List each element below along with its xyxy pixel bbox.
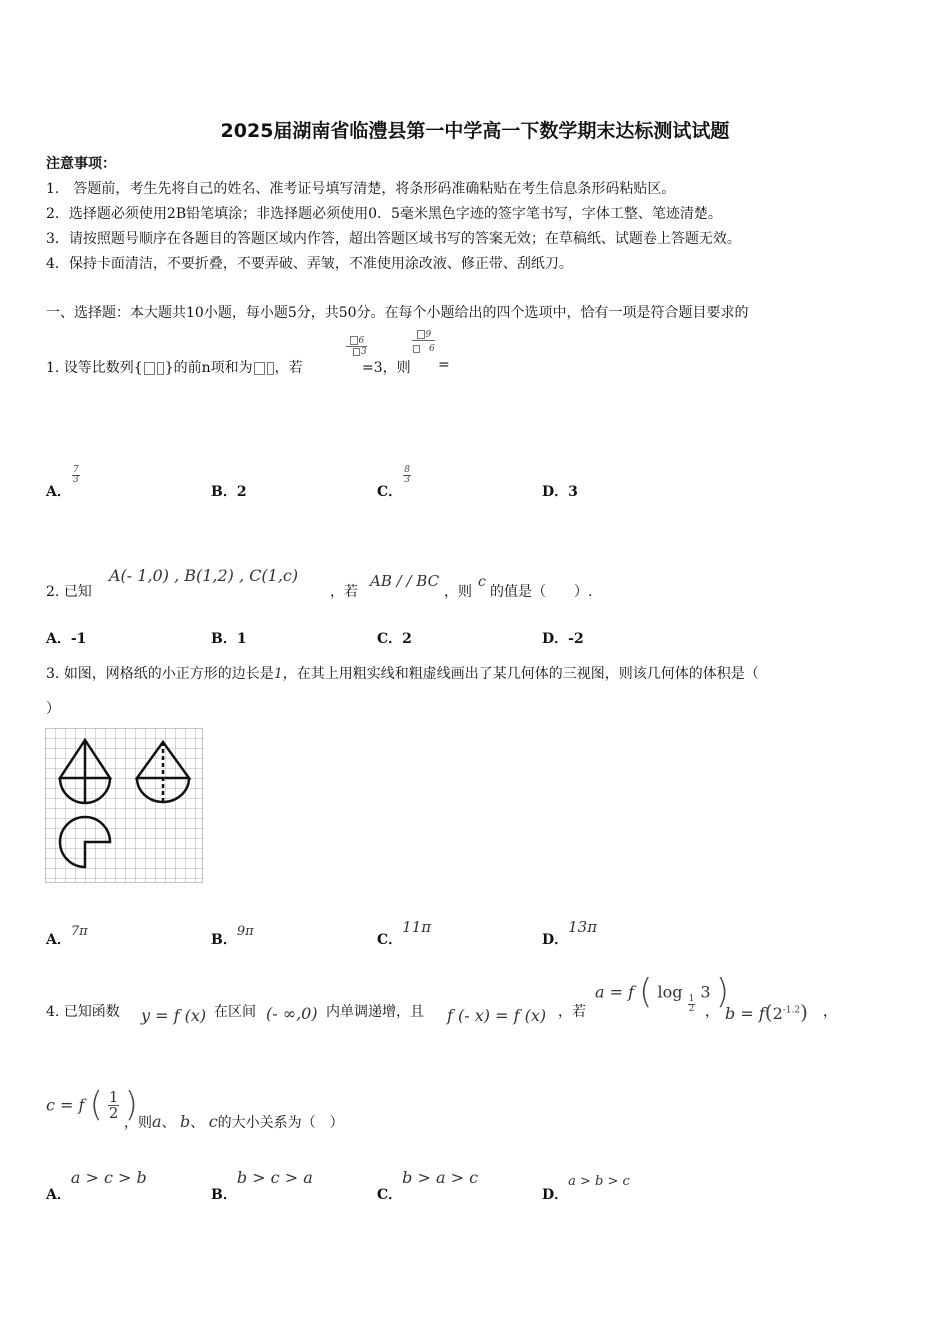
question-1: 1. 设等比数列{ }的前n项和为 ，若 [46, 360, 303, 376]
notice-item-2: 2．选择题必须使用2B铅笔填涂；非选择题必须使用0．5毫米黑色字迹的签字笔书写，字体工整、笔迹清楚。 [46, 206, 722, 222]
placeholder-box [254, 362, 265, 375]
question-3: 3. 如图，网格纸的小正方形的边长是1，在其上用粗实线和粗虚线画出了某几何体的三视图，则该几何体的体积是（ [46, 666, 759, 682]
page-title: 2025届湖南省临澧县第一中学高一下数学期末达标测试试题 [220, 120, 730, 142]
q2-parallel-math: AB / / BC [370, 572, 440, 590]
fraction-s9-s6: 9 6 [412, 330, 435, 354]
placeholder-box [144, 362, 155, 375]
notice-heading: 注意事项： [46, 156, 116, 172]
q4-c-definition: c = f ( $\frac{1}{2}$ ) [46, 1085, 138, 1125]
section-heading: 一、选择题：本大题共10小题，每小题5分，共50分。在每个小题给出的四个选项中，恰有一项是符合题目要求的 [46, 305, 749, 321]
placeholder-box [157, 362, 164, 375]
q4-option-a[interactable]: A．a > c > b [46, 1168, 147, 1203]
q3-option-d[interactable]: D．13π [542, 918, 598, 948]
question-1-number: 1. [46, 360, 60, 376]
q4-option-c[interactable]: C．b > a > c [377, 1168, 479, 1203]
placeholder-box [267, 362, 274, 375]
q1-option-b[interactable]: B．2 [211, 484, 247, 500]
q3-option-b[interactable]: B．9π [211, 924, 254, 948]
q1-option-c[interactable]: C． $\frac{8}{3}$ [377, 465, 410, 500]
q3-option-a[interactable]: A．7π [46, 924, 88, 948]
fraction-s6-s3: 6 3 [346, 336, 367, 357]
q1-option-a[interactable]: A． $\frac{7}{3}$ [46, 465, 79, 500]
question-4: 4. 已知函数 [46, 1004, 120, 1020]
q3-option-c[interactable]: C．11π [377, 918, 432, 948]
q4-b-definition: $b = f(2^{-1.2})$ [725, 1000, 808, 1024]
q2-option-c[interactable]: C．2 [377, 631, 412, 647]
q4-question-tail: ，则a、 b、 c的大小关系为（ ） [124, 1112, 344, 1131]
q2-points-math: A(- 1,0) , B(1,2) , C(1,c) [109, 566, 299, 585]
notice-item-3: 3．请按照题号顺序在各题目的答题区域内作答，超出答题区域书写的答案无效；在草稿纸、试题卷上答题无效。 [46, 231, 741, 247]
notice-item-4: 4．保持卡面清洁，不要折叠，不要弄破、弄皱，不准使用涂改液、修正带、刮纸刀。 [46, 256, 573, 272]
q2-option-d[interactable]: D．-2 [542, 631, 584, 647]
three-view-figure [45, 728, 203, 883]
q2-option-a[interactable]: A．-1 [46, 631, 87, 647]
question-2: 2. 已知 [46, 584, 92, 600]
q4-a-definition: a = f ( log $\frac{1}{2}$ 3 ) [595, 972, 729, 1014]
q4-option-b[interactable]: B．b > c > a [211, 1168, 313, 1203]
q1-option-d[interactable]: D．3 [542, 484, 578, 500]
q2-option-b[interactable]: B．1 [211, 631, 247, 647]
notice-item-1: 1. 答题前，考生先将自己的姓名、准考证号填写清楚，将条形码准确粘贴在考生信息条形码粘贴区。 [46, 181, 676, 197]
q4-option-d[interactable]: D．a > b > c [542, 1174, 630, 1203]
